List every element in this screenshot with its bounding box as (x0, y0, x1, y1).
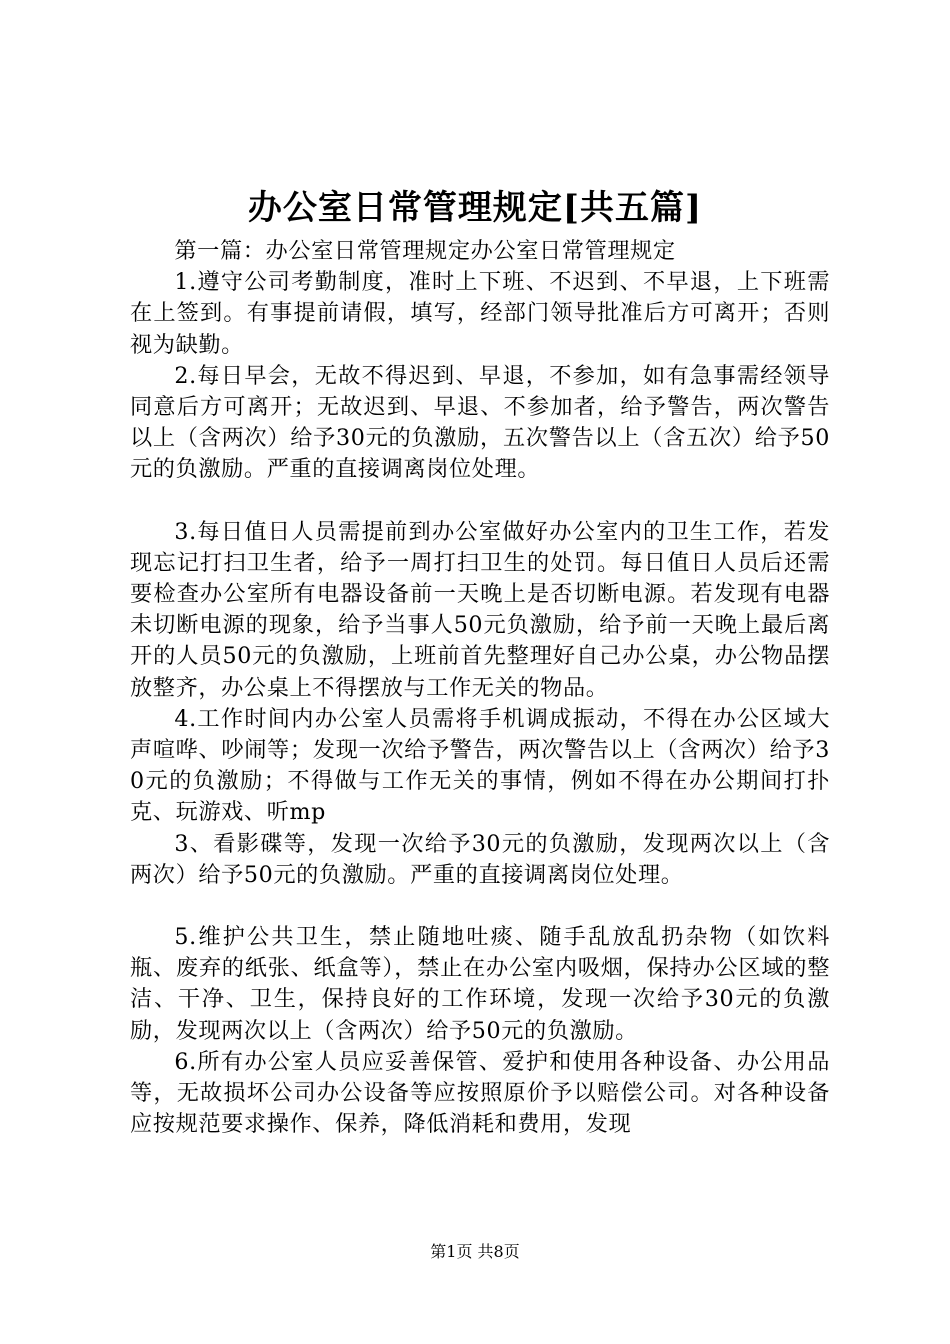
page-footer: 第1页 共8页 (430, 1242, 520, 1261)
paragraph-heading: 第一篇：办公室日常管理规定办公室日常管理规定 (174, 238, 676, 264)
document-body (130, 236, 830, 1140)
paragraph-rule-5: 5.维护公共卫生，禁止随地吐痰、随手乱放乱扔杂物（如饮料瓶、废弃的纸张、纸盒等），禁止在办公室内吸烟，保持办公区域的整洁、干净、卫生，保持良好的工作环境，发现一次给予30元的负激励，发现两次以上（含两次）给予50元的负激励。 (130, 924, 830, 1044)
paragraph-rule-4-continued: 3、看影碟等，发现一次给予30元的负激励，发现两次以上（含两次）给予50元的负激励。严重的直接调离岗位处理。 (130, 830, 830, 888)
paragraph-rule-2: 2.每日早会，无故不得迟到、早退，不参加，如有急事需经领导同意后方可离开；无故迟到、早退、不参加者，给予警告，两次警告以上（含两次）给予30元的负激励，五次警告以上（含五次）给予50元的负激励。严重的直接调离岗位处理。 (130, 362, 830, 483)
paragraph-rule-4: 4.工作时间内办公室人员需将手机调成振动，不得在办公区域大声喧哗、吵闹等；发现一次给予警告，两次警告以上（含两次）给予30元的负激励；不得做与工作无关的事情，例如不得在办公期间打扑克、玩游戏、听mp (130, 705, 830, 826)
paragraph-rule-3: 3.每日值日人员需提前到办公室做好办公室内的卫生工作，若发现忘记打扫卫生者，给予一周打扫卫生的处罚。每日值日人员后还需要检查办公室所有电器设备前一天晚上是否切断电源。若发现有电器未切断电源的现象，给予当事人50元负激励，给予前一天晚上最后离开的人员50元的负激励，上班前首先整理好自己办公桌，办公物品摆放整齐，办公桌上不得摆放与工作无关的物品。 (130, 518, 830, 701)
paragraph-rule-1: 1.遵守公司考勤制度，准时上下班、不迟到、不早退，上下班需在上签到。有事提前请假，填写，经部门领导批准后方可离开；否则视为缺勤。 (130, 269, 830, 358)
paragraph-rule-6: 6.所有办公室人员应妥善保管、爱护和使用各种设备、办公用品等，无故损坏公司办公设备等应按照原价予以赔偿公司。对各种设备应按规范要求操作、保养，降低消耗和费用，发现 (130, 1048, 830, 1138)
document-title: 办公室日常管理规定[共五篇] (247, 188, 703, 228)
